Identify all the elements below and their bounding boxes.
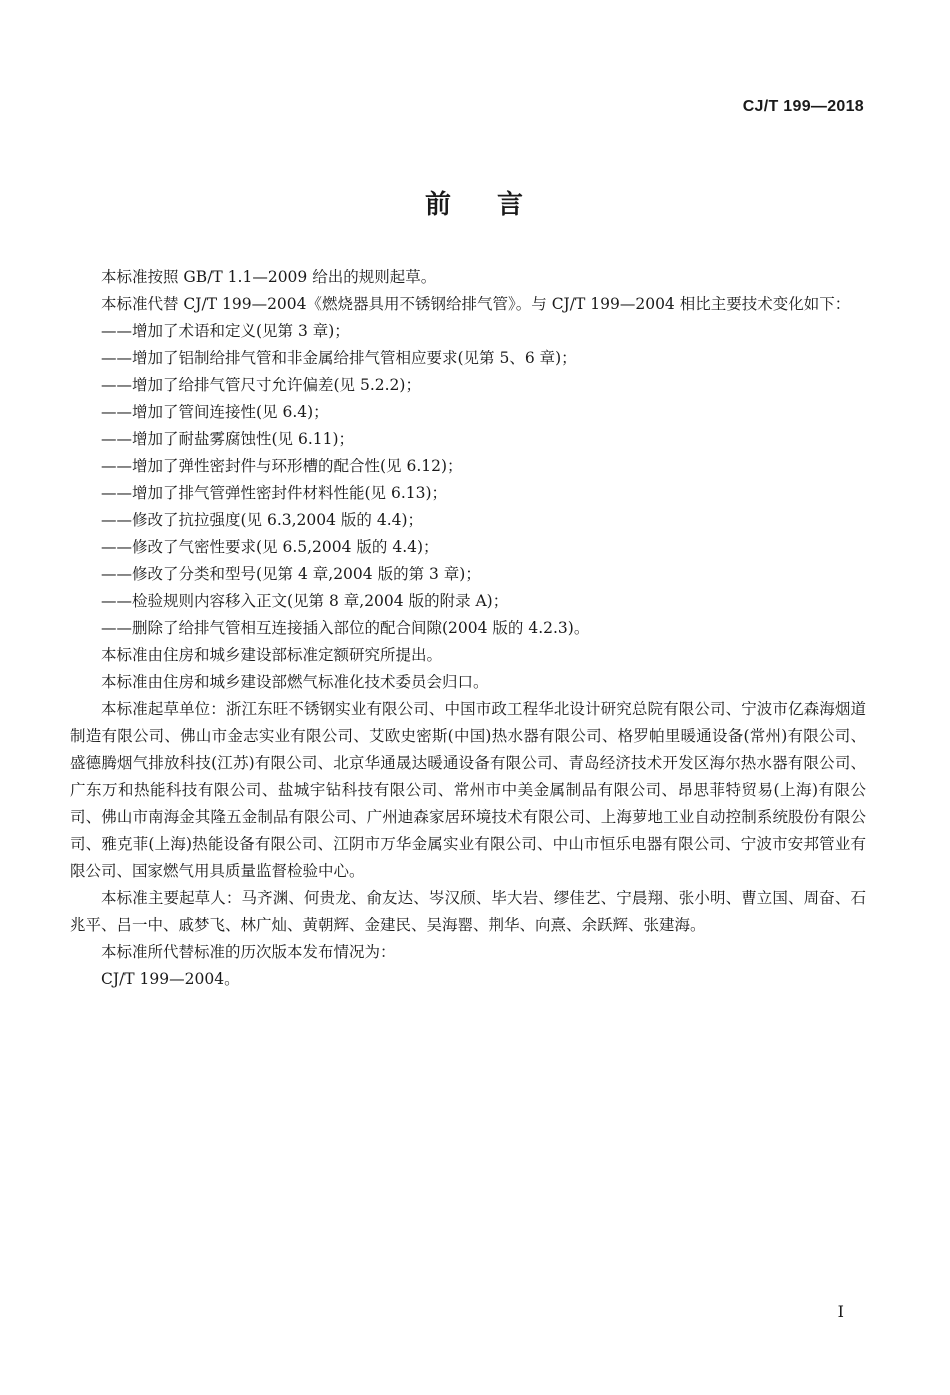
history-paragraph: 本标准所代替标准的历次版本发布情况为： — [101, 943, 396, 961]
page-title — [0, 184, 950, 221]
foreword-body — [70, 264, 866, 993]
list-item: ——修改了抗拉强度(见 6.3,2004 版的 4.4)； — [101, 511, 424, 529]
list-item: ——增加了铝制给排气管和非金属给排气管相应要求(见第 5、6 章)； — [101, 349, 577, 367]
list-item: ——增加了管间连接性(见 6.4)； — [101, 403, 329, 421]
list-item: ——修改了分类和型号(见第 4 章,2004 版的第 3 章)； — [101, 565, 481, 583]
list-item: ——增加了给排气管尺寸允许偏差(见 5.2.2)； — [101, 376, 421, 394]
page-number: I — [837, 1302, 844, 1321]
standard-code: CJ/T 199—2018 — [742, 98, 864, 115]
technical-changes-list — [70, 318, 866, 642]
list-item: ——删除了给排气管相互连接插入部位的配合间隙(2004 版的 4.2.3)。 — [101, 619, 590, 637]
list-item: ——增加了术语和定义(见第 3 章)； — [101, 322, 350, 340]
list-item: ——修改了气密性要求(见 6.5,2004 版的 4.4)； — [101, 538, 439, 556]
list-item: ——增加了耐盐雾腐蚀性(见 6.11)； — [101, 430, 355, 448]
list-item: ——增加了弹性密封件与环形槽的配合性(见 6.12)； — [101, 457, 463, 475]
list-item: ——增加了排气管弹性密封件材料性能(见 6.13)； — [101, 484, 448, 502]
replacement-paragraph: 本标准代替 CJ/T 199—2004《燃烧器具用不锈钢给排气管》。与 CJ/T 199—2004 相比主要技术变化如下： — [101, 295, 851, 313]
drafters-paragraph: 本标准主要起草人：马齐渊、何贵龙、俞友达、岑汉颀、毕大岩、缪佳艺、宁晨翔、张小明、曹立国、周奋、石兆平、吕一中、戚梦飞、林广灿、黄朝辉、金建民、吴海罂、荆华、向熹、余跃辉、张建海。 — [70, 889, 866, 934]
page-title-char-2: 言 — [497, 190, 526, 220]
drafting-units-paragraph: 本标准起草单位：浙江东旺不锈钢实业有限公司、中国市政工程华北设计研究总院有限公司、宁波市亿森海烟道制造有限公司、佛山市金志实业有限公司、艾欧史密斯(中国)热水器有限公司、格罗帕里暖通设备(常州)有限公司、盛德腾烟气排放科技(江苏)有限公司、北京华通晟达暖通设备有限公司、青岛经济技术开发区海尔热水器有限公司、广东万和热能科技有限公司、盐城宇钻科技有限公司、常州市中美金属制品有限公司、昂思菲特贸易(上海)有限公司、佛山市南海金其隆五金制品有限公司、广州迪森家居环境技术有限公司、上海萝地工业自动控制系统股份有限公司、雅克菲(上海)热能设备有限公司、江阴市万华金属实业有限公司、中山市恒乐电器有限公司、宁波市安邦管业有限公司、国家燃气用具质量监督检验中心。 — [70, 700, 866, 880]
committee-paragraph: 本标准由住房和城乡建设部燃气标准化技术委员会归口。 — [101, 673, 489, 691]
list-item: ——检验规则内容移入正文(见第 8 章,2004 版的附录 A)； — [101, 592, 509, 610]
drafting-rules-paragraph: 本标准按照 GB/T 1.1—2009 给出的规则起草。 — [101, 268, 437, 286]
proposer-paragraph: 本标准由住房和城乡建设部标准定额研究所提出。 — [101, 646, 443, 664]
history-version: CJ/T 199—2004。 — [101, 970, 240, 988]
page-title-char-1: 前 — [424, 190, 453, 220]
